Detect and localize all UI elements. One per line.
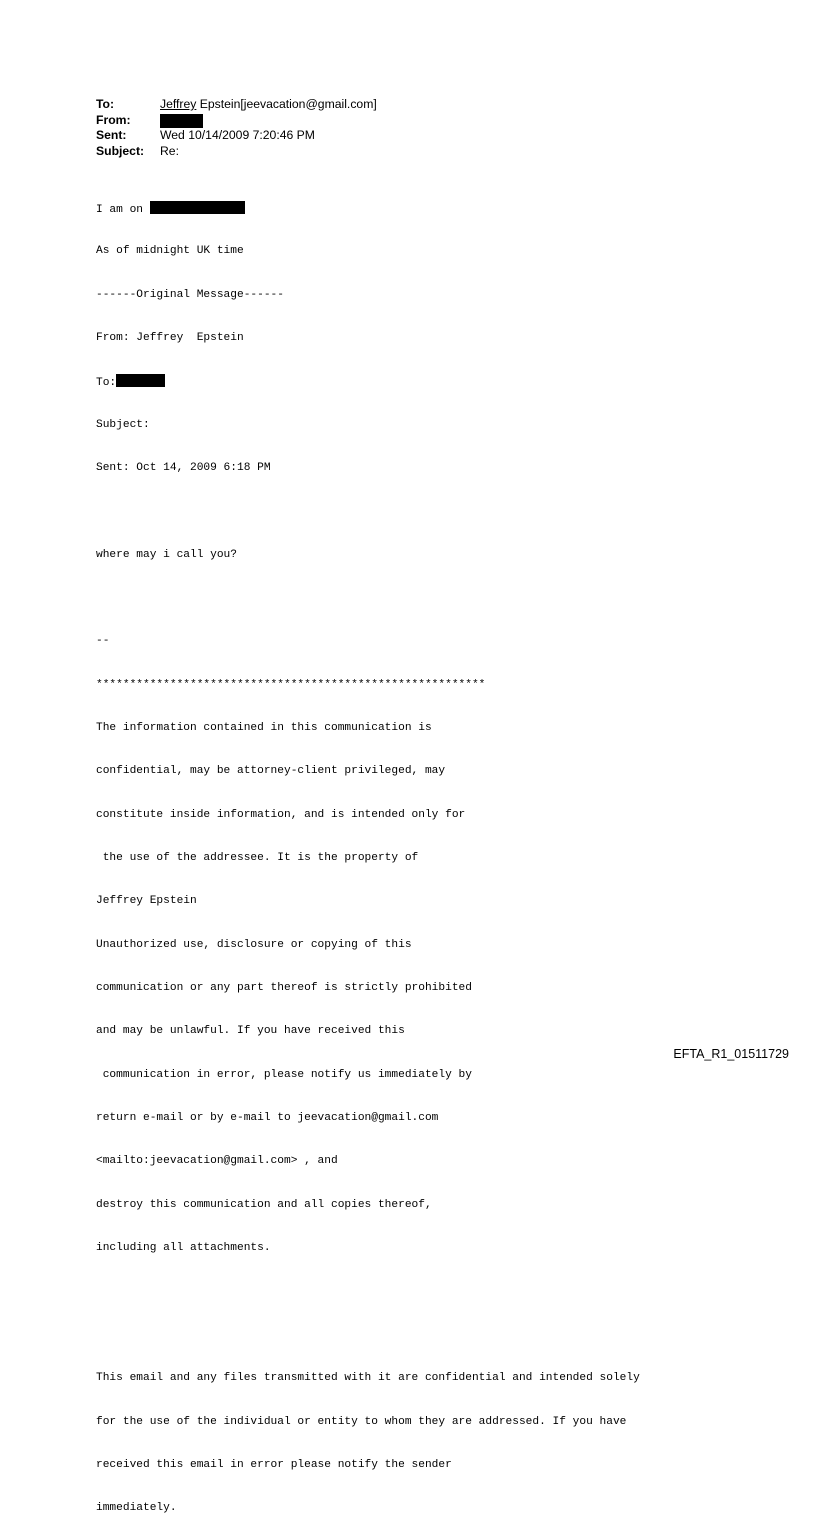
blank-line [96, 591, 640, 605]
iamon-text: I am on [96, 203, 150, 216]
quoted-sent: Sent: Oct 14, 2009 6:18 PM [96, 461, 271, 474]
disclaimer-line: The information contained in this communication is [96, 722, 432, 735]
disclaimer-line: confidential, may be attorney-client privileged, may [96, 765, 446, 778]
body-line [96, 201, 640, 215]
to-first-name: Jeffrey [160, 97, 197, 111]
to-value [160, 97, 377, 113]
redaction-box [116, 374, 165, 387]
disclaimer-line: and may be unlawful. If you have received this [96, 1025, 405, 1038]
quoted-subject: Subject: [96, 418, 150, 431]
blank-line [96, 1328, 640, 1342]
to-address: Epstein[jeevacation@gmail.com] [196, 97, 377, 111]
subject-label: Subject: [96, 143, 145, 158]
to-label: To: [96, 97, 115, 111]
blank-line [96, 504, 640, 518]
quoted-to [96, 374, 640, 388]
original-message-divider: ------Original Message------ [96, 288, 284, 301]
confidential-notice-line: immediately. [96, 1502, 177, 1515]
quoted-from: From: Jeffrey Epstein [96, 331, 244, 344]
document-id: EFTA_R1_01511729 [673, 1047, 789, 1061]
confidential-notice-line: received this email in error please notify the sender [96, 1458, 452, 1471]
quoted-to-label: To: [96, 377, 117, 390]
disclaimer-line: constitute inside information, and is intended only for [96, 808, 466, 821]
sent-value: Wed 10/14/2009 7:20:46 PM [160, 128, 315, 143]
disclaimer-line: <mailto:jeevacation@gmail.com> , and [96, 1155, 338, 1168]
confidential-notice-line: for the use of the individual or entity to whom they are addressed. If you have [96, 1415, 627, 1428]
asterisk-divider: ********************************************************** [96, 678, 486, 691]
quoted-question: where may i call you? [96, 548, 237, 561]
disclaimer-line: return e-mail or by e-mail to jeevacation@gmail.com [96, 1112, 439, 1125]
redaction-box [150, 201, 245, 214]
redaction-box [160, 114, 203, 128]
disclaimer-line: communication in error, please notify us immediately by [96, 1068, 472, 1081]
from-value [160, 113, 203, 129]
from-label: From: [96, 112, 131, 127]
disclaimer-line: destroy this communication and all copies thereof, [96, 1198, 432, 1211]
disclaimer-line: communication or any part thereof is strictly prohibited [96, 982, 472, 995]
blank-line [96, 1285, 640, 1299]
disclaimer-line: Jeffrey Epstein [96, 895, 197, 908]
subject-value: Re: [160, 143, 179, 158]
disclaimer-line: the use of the addressee. It is the property of [96, 852, 419, 865]
disclaimer-line: including all attachments. [96, 1242, 271, 1255]
body-line: As of midnight UK time [96, 245, 244, 258]
email-body [96, 172, 640, 1530]
signature-dashes: -- [96, 635, 110, 648]
sent-label: Sent: [96, 128, 127, 143]
confidential-notice-line: This email and any files transmitted with it are confidential and intended solely [96, 1372, 640, 1385]
disclaimer-line: Unauthorized use, disclosure or copying of this [96, 938, 412, 951]
